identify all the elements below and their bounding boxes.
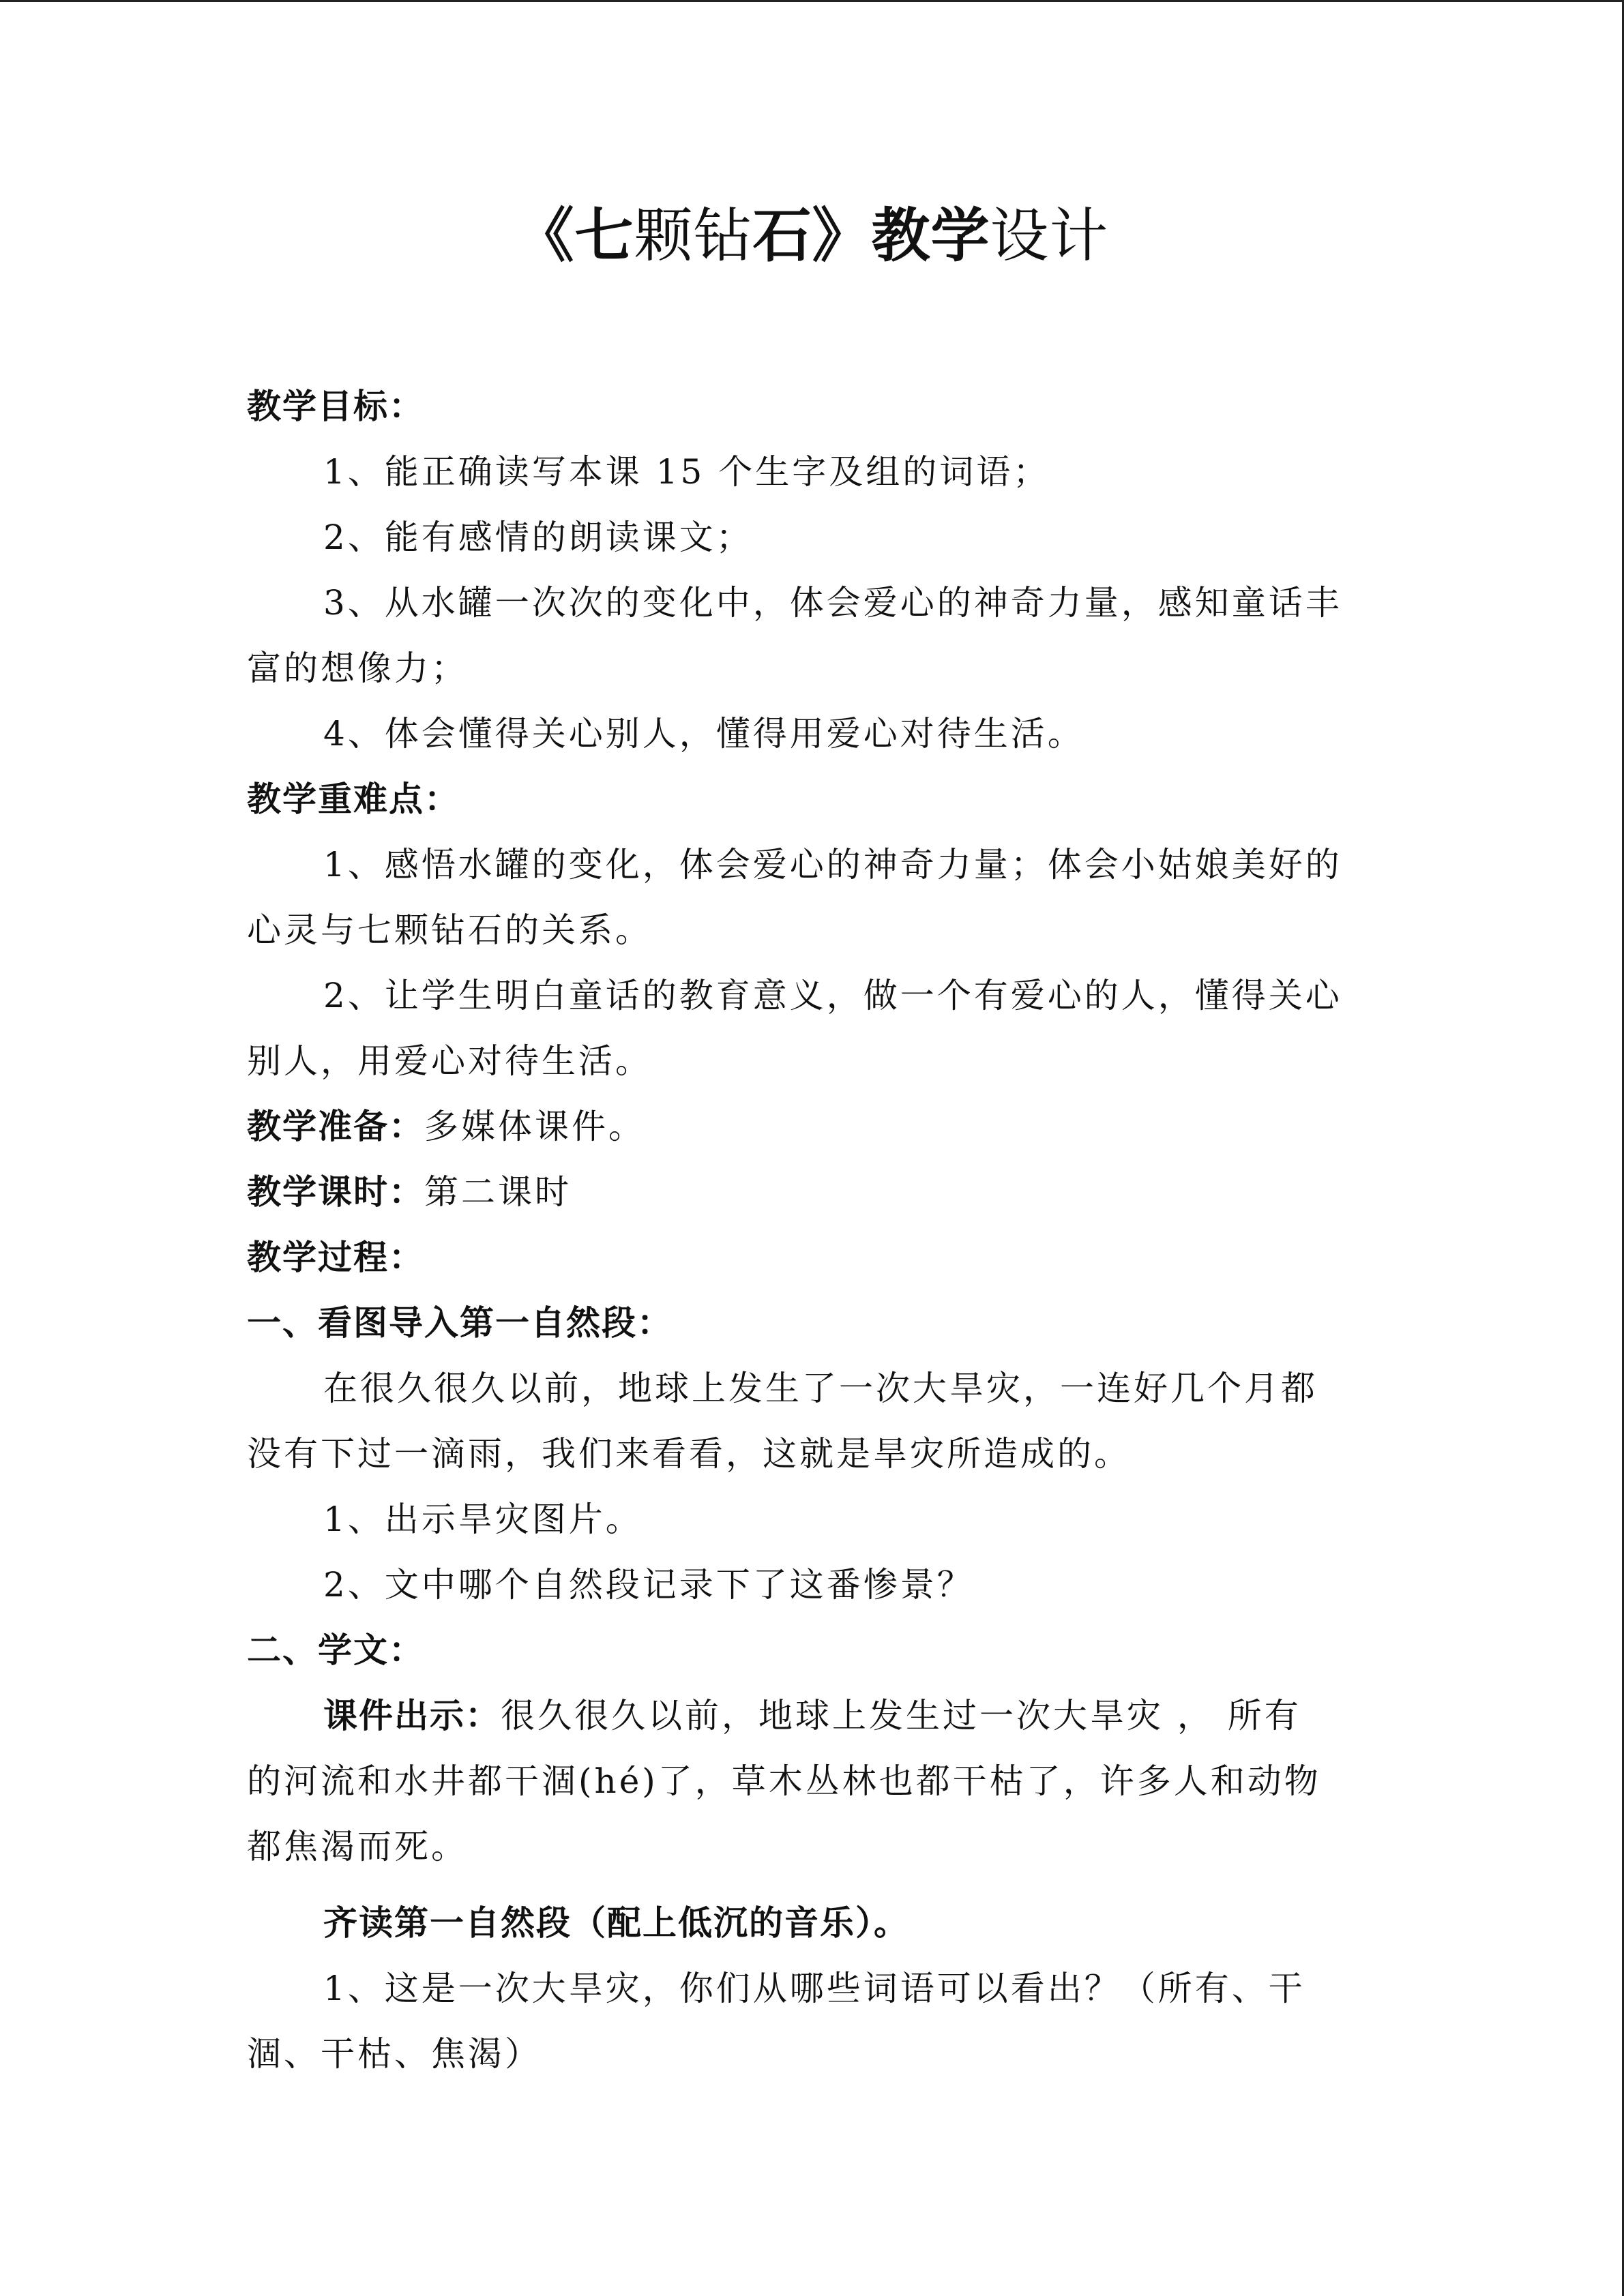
preparation-line [247,1094,1379,1159]
question-1-line-1: 1、这是一次大旱灾，你们从哪些词语可以看出？（所有、干 [323,1969,1305,2008]
courseware-line-2: 的河流和水井都干涸(hé)了，草木丛林也都干枯了，许多人和动物 [247,1761,1321,1801]
key-point-2-line-2: 别人，用爱心对待生活。 [247,1041,652,1081]
objectives-heading: 教学目标： [247,387,424,426]
read-aloud-instruction: 齐读第一自然段（配上低沉的音乐）。 [323,1903,909,1943]
objective-item-3-line-1: 3、从水罐一次次的变化中，体会爱心的神奇力量，感知童话丰 [323,583,1342,623]
section-1-intro-line-2: 没有下过一滴雨，我们来看看，这就是旱灾所造成的。 [247,1434,1131,1474]
preparation-value: 多媒体课件。 [424,1107,645,1146]
key-point-1-line-1: 1、感悟水罐的变化，体会爱心的神奇力量；体会小姑娘美好的 [323,845,1342,884]
key-points-heading: 教学重难点： [247,779,460,819]
courseware-line-3: 都焦渴而死。 [247,1827,468,1866]
process-heading: 教学过程： [247,1238,424,1277]
section-1-item-1: 1、出示旱灾图片。 [323,1500,643,1539]
preparation-label: 教学准备： [247,1107,424,1146]
objective-item-1: 1、能正确读写本课 15 个生字及组的词语； [323,452,1050,492]
section-2-heading: 二、学文： [247,1630,424,1670]
objective-item-4: 4、体会懂得关心别人，懂得用爱心对待生活。 [323,714,1084,754]
key-point-1-line-2: 心灵与七颗钻石的关系。 [247,910,652,950]
courseware-text-1: 很久很久以前，地球上发生过一次大旱灾 ， 所有 [501,1696,1301,1735]
page-title [0,198,1624,273]
section-1-heading: 一、看图导入第一自然段： [247,1303,673,1343]
title-part-4: 设计 [990,202,1109,270]
section-1-intro-line-1: 在很久很久以前，地球上发生了一次大旱灾，一连好几个月都 [323,1369,1318,1408]
paragraph-spacer [247,1879,1379,1890]
section-1-item-2: 2、文中哪个自然段记录下了这番惨景？ [323,1565,974,1605]
key-point-2-line-1: 2、让学生明白童话的教育意义，做一个有爱心的人，懂得关心 [323,976,1342,1015]
periods-line [247,1159,1379,1225]
document-body [247,374,1379,2087]
objective-item-2: 2、能有感情的朗读课文； [323,518,753,557]
objective-item-3-line-2: 富的想像力； [247,648,468,688]
question-1-line-2: 涸、干枯、焦渴） [247,2034,542,2074]
courseware-label: 课件出示： [323,1696,501,1735]
title-part-3: 石》教学 [752,201,990,270]
title-part-1: 《七 [515,201,634,270]
courseware-line-1 [247,1683,1379,1748]
title-part-2: 颗钻 [634,202,753,270]
periods-label: 教学课时： [247,1172,424,1212]
periods-value: 第二课时 [424,1172,572,1212]
